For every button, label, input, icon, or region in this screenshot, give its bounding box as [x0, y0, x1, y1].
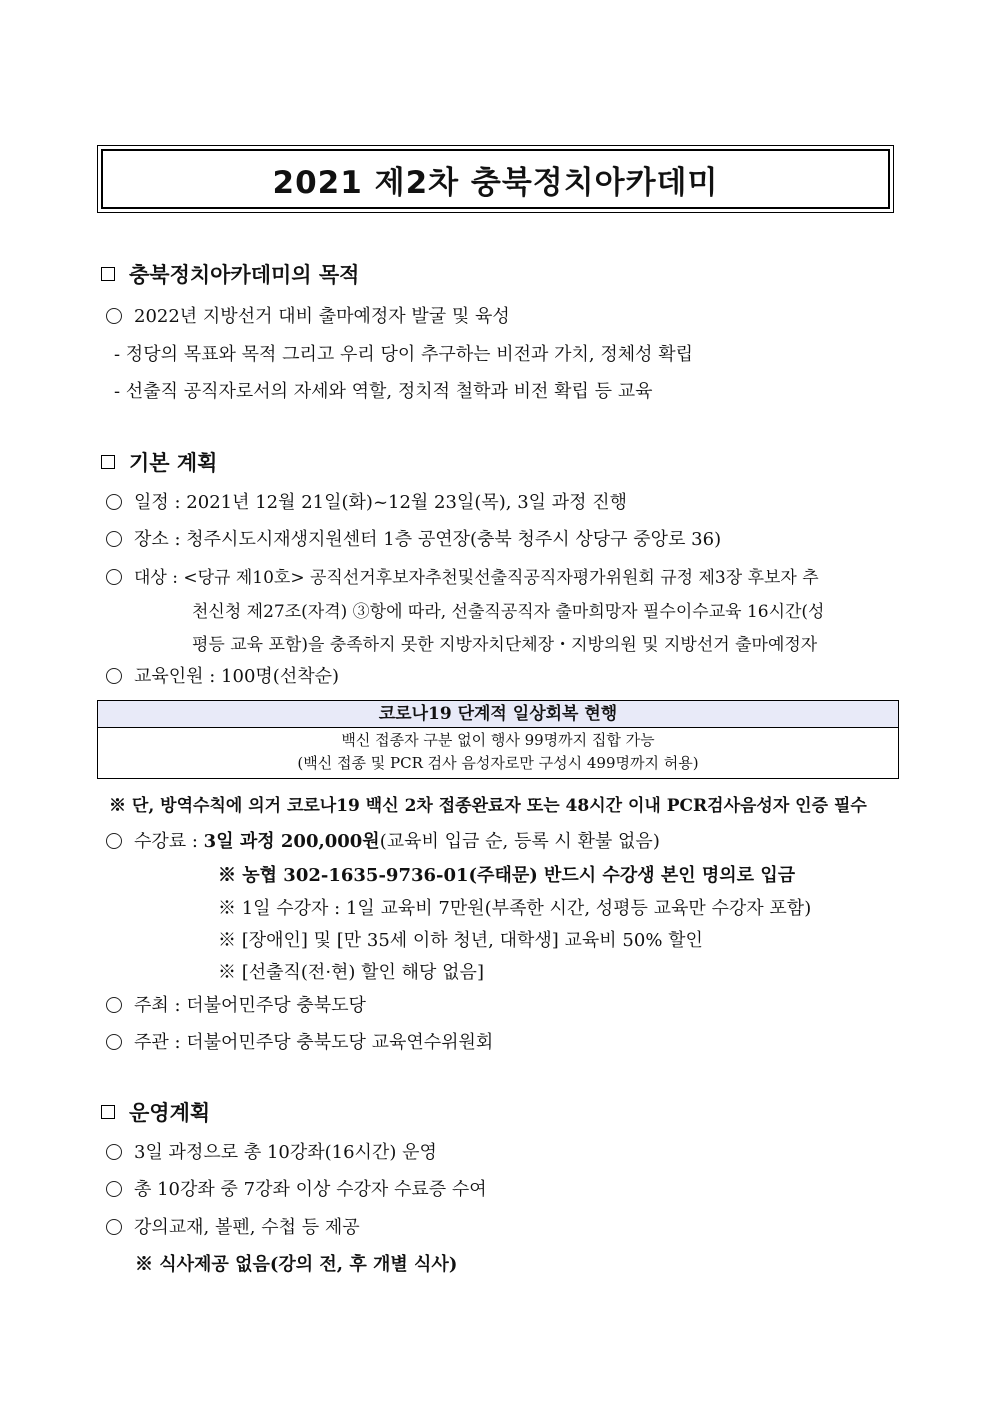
item-text: 주최 : 더불어민주당 충북도당 — [134, 995, 366, 1016]
circle-bullet-icon — [106, 668, 122, 684]
item-text: 대상 : <당규 제10호> 공직선거후보자추천및선출직공직자평가위원회 규정 제3장 후보자 추 — [134, 568, 819, 588]
circle-bullet-icon — [106, 1219, 122, 1235]
fee-daily-note: ※ 1일 수강자 : 1일 교육비 7만원(부족한 시간, 성평등 교육만 수강자 포함) — [218, 898, 812, 919]
fee-bank-note: ※ 농협 302-1635-9736-01(주태문) 반드시 수강생 본인 명의로 입금 — [218, 865, 796, 886]
meal-note: ※ 식사제공 없음(강의 전, 후 개별 식사) — [135, 1254, 458, 1275]
item-text: 2022년 지방선거 대비 출마예정자 발굴 및 육성 — [134, 306, 510, 327]
plan-host — [106, 991, 366, 1017]
plan-target-line2: 천신청 제27조(자격) ③항에 따라, 선출직공직자 출마희망자 필수이수교육 16시간(성 — [192, 602, 825, 622]
plan-target — [106, 563, 819, 588]
section-title: 충북정치아카데미의 목적 — [129, 263, 360, 287]
plan-organizer — [106, 1028, 493, 1054]
purpose-detail-1: - 정당의 목표와 목적 그리고 우리 당이 추구하는 비전과 가치, 정체성 확립 — [114, 344, 693, 365]
operation-item — [106, 1213, 360, 1239]
item-text: 3일 과정으로 총 10강좌(16시간) 운영 — [134, 1142, 437, 1163]
item-text: 교육인원 : 100명(선착순) — [134, 666, 340, 687]
item-text: 장소 : 청주시도시재생지원센터 1층 공연장(충북 청주시 상당구 중앙로 36) — [134, 529, 722, 550]
purpose-detail-2: - 선출직 공직자로서의 자세와 역할, 정치적 철학과 비전 확립 등 교육 — [114, 381, 653, 402]
plan-target-line3: 평등 교육 포함)을 충족하지 못한 지방자치단체장・지방의원 및 지방선거 출마예정자 — [192, 635, 818, 655]
item-text: 일정 : 2021년 12월 21일(화)~12월 23일(목), 3일 과정 진행 — [134, 492, 628, 513]
square-bullet-icon — [101, 455, 115, 469]
circle-bullet-icon — [106, 531, 122, 547]
item-text: 강의교재, 볼펜, 수첩 등 제공 — [134, 1217, 360, 1238]
circle-bullet-icon — [106, 569, 122, 585]
section-title: 기본 계획 — [129, 451, 218, 475]
circle-bullet-icon — [106, 1181, 122, 1197]
covid-notice-line: 백신 접종자 구분 없이 행사 99명까지 집합 가능 — [341, 731, 655, 749]
item-text: 총 10강좌 중 7강좌 이상 수강자 수료증 수여 — [134, 1179, 487, 1200]
circle-bullet-icon — [106, 997, 122, 1013]
fee-discount-note: ※ [장애인] 및 [만 35세 이하 청년, 대학생] 교육비 50% 할인 — [218, 930, 703, 951]
plan-headcount — [106, 662, 339, 688]
plan-venue — [106, 525, 721, 551]
operation-item — [106, 1175, 487, 1201]
covid-requirement-note: ※ 단, 방역수칙에 의거 코로나19 백신 2차 접종완료자 또는 48시간 이내 PCR검사음성자 인증 필수 — [109, 796, 867, 816]
circle-bullet-icon — [106, 494, 122, 510]
operation-item — [106, 1138, 437, 1164]
section-operation-heading — [101, 1097, 210, 1127]
circle-bullet-icon — [106, 308, 122, 324]
purpose-item — [106, 302, 510, 328]
circle-bullet-icon — [106, 1144, 122, 1160]
circle-bullet-icon — [106, 833, 122, 849]
fee-no-discount-note: ※ [선출직(전·현) 할인 해당 없음] — [218, 962, 484, 983]
page-title: 2021 제2차 충북정치아카데미 — [272, 164, 719, 201]
title-frame — [101, 149, 890, 209]
fee-amount: 3일 과정 200,000원 — [203, 831, 380, 852]
covid-notice-line: (백신 접종 및 PCR 검사 음성자로만 구성시 499명까지 허용) — [297, 754, 699, 772]
section-plan-heading — [101, 447, 217, 477]
covid-notice-header: 코로나19 단계적 일상회복 현행 — [98, 701, 898, 728]
square-bullet-icon — [101, 1105, 115, 1119]
section-purpose-heading — [101, 259, 359, 289]
plan-fee — [106, 827, 660, 853]
square-bullet-icon — [101, 267, 115, 281]
section-title: 운영계획 — [129, 1101, 211, 1125]
fee-condition: (교육비 입금 순, 등록 시 환불 없음) — [379, 831, 660, 852]
covid-notice-box — [97, 700, 899, 779]
circle-bullet-icon — [106, 1034, 122, 1050]
item-text: 주관 : 더불어민주당 충북도당 교육연수위원회 — [134, 1032, 494, 1053]
title-box — [97, 145, 894, 213]
fee-label: 수강료 : — [134, 831, 204, 852]
plan-schedule — [106, 488, 627, 514]
